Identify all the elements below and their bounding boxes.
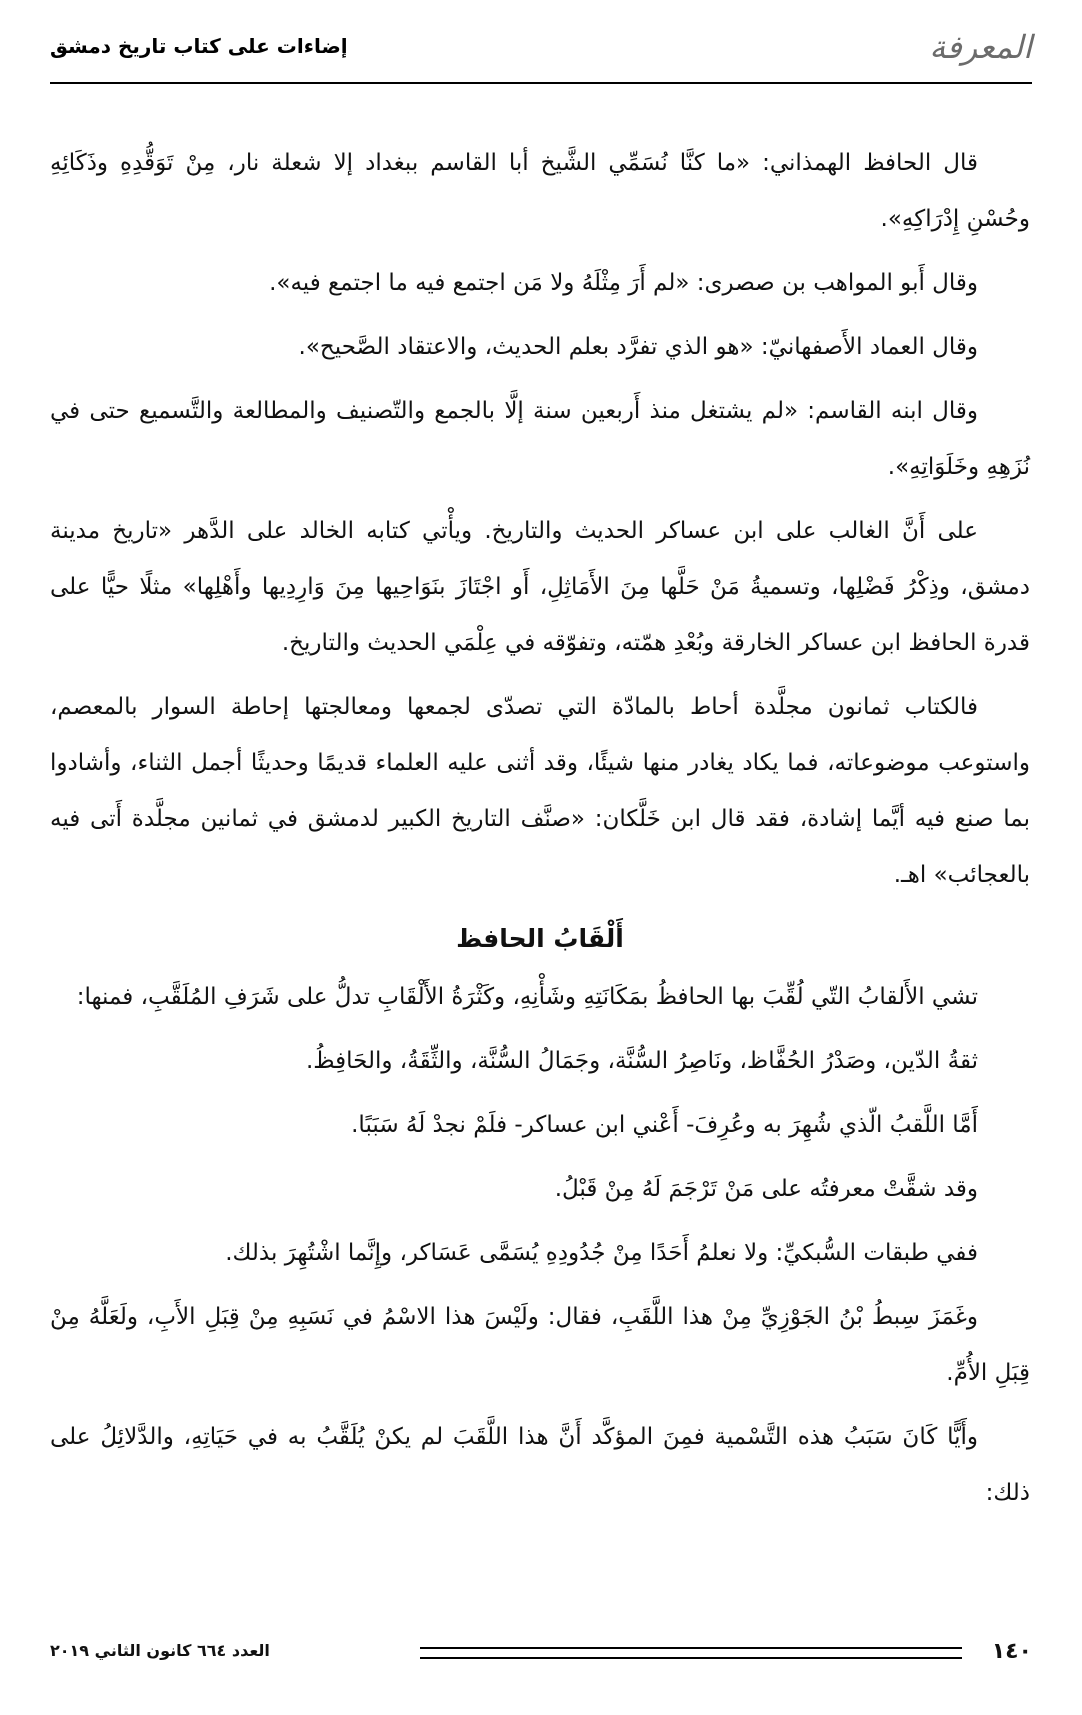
paragraph-ibn-asakir-title: أَمَّا اللَّقبُ الّذي شُهِرَ به وعُرِفَ- أَعْني ابن عساكر- فلَمْ نجدْ لَهُ سَبَبًا. [351, 1112, 978, 1138]
paragraph-imad-quote: وقال العماد الأَصفهانيّ: «هو الذي تفرَّد بعلم الحديث، والاعتقاد الصَّحيح». [298, 334, 978, 360]
paragraph-eighty-volumes: فالكتاب ثمانون مجلَّدة أحاط بالمادّة التي تصدّى لجمعها ومعالجتها إحاطة السوار بالمعصم، واستوعب موضوعاته، فما يكاد يغادر منها شيئًا، وقد أثنى عليه العلماء قديمًا وحديثًا أجمل الثناء، وأشادوا بما صنع فيه أيَّما إشادة، فقد قال ابن خَلَّكان: «صنَّف التاريخ الكبير لدمشق في ثمانين مجلَّدة أَتى فيه بالعجائب» اهـ. [50, 694, 1030, 888]
article-body [50, 135, 1030, 1529]
section-heading-titles: أَلْقَابُ الحافظ [456, 924, 624, 953]
paragraph-evidence: وأَيًّا كَانَ سَبَبُ هذه التَّسْمية فمِنَ المؤكَّد أَنَّ هذا اللَّقَبَ لم يكنْ يُلَقَّبُ به في حَيَاتِهِ، والدَّلائِلُ على ذلك: [50, 1424, 1030, 1506]
header-rule [50, 82, 1032, 84]
page-number: ١٤٠ [991, 1639, 1032, 1664]
paragraph-sibt-ibn-jawzi: وغَمَزَ سِبطُ بْنُ الجَوْزِيِّ مِنْ هذا اللَّقَبِ، فقال: ولَيْسَ هذا الاسْمُ في نَسَبِهِ مِنْ قِبَلِ الأَبِ، ولَعَلَّهُ مِنْ قِبَلِ الأُمِّ. [50, 1304, 1030, 1386]
footer-rule [420, 1647, 962, 1659]
magazine-logo: المعرفة [929, 28, 1032, 66]
paragraph-hamadhani-quote: قال الحافظ الهمذاني: «ما كنَّا نُسَمِّي الشَّيخ أبا القاسم ببغداد إلا شعلة نار، مِنْ تَوَقُّدِهِ وذَكَائِهِ وحُسْنِ إِدْرَاكِهِ». [50, 150, 1030, 232]
running-title: إضاءات على كتاب تاريخ دمشق [50, 34, 348, 58]
page-footer [50, 1639, 1032, 1675]
paragraph-hard-to-know: وقد شقَّتْ معرفتُه على مَنْ تَرْجَمَ لَهُ مِنْ قَبْلُ. [554, 1176, 978, 1202]
paragraph-subki: ففي طبقات السُّبكيِّ: ولا نعلمُ أَحَدًا مِنْ جُدُودِهِ يُسَمَّى عَسَاكر، وإِنَّما اشْتُهِرَ بذلك. [225, 1240, 978, 1266]
issue-info: العدد ٦٦٤ كانون الثاني ٢٠١٩ [50, 1641, 270, 1660]
page-header [50, 28, 1032, 88]
paragraph-history-of-damascus: على أَنَّ الغالب على ابن عساكر الحديث والتاريخ. ويأْتي كتابه الخالد على الدَّهر «تاريخ مدينة دمشق، وذِكْرُ فَضْلِها، وتسميةُ مَنْ حَلَّها مِنَ الأَمَاثِلِ، أَو اجْتَازَ بنَوَاحِيها مِنَ وَارِدِيها وأَهْلِها» مثلًا حيًّا على قدرة الحافظ ابن عساكر الخارقة وبُعْدِ همّته، وتفوّقه في عِلْمَي الحديث والتاريخ. [50, 518, 1030, 656]
paragraph-titles-list: ثقةُ الدّين، وصَدْرُ الحُفَّاظ، ونَاصِرُ السُّنَّة، وجَمَالُ السُّنَّة، والثِّقَةُ، والحَافِظُ. [306, 1048, 978, 1074]
paragraph-titles-intro: تشي الأَلقابُ التّي لُقِّبَ بها الحافظُ بمَكَانَتِهِ وشَأْنِهِ، وكَثْرَةُ الأَلْقَابِ تدلُّ على شَرَفِ المُلَقَّبِ، فمنها: [76, 984, 978, 1010]
paragraph-son-qasim-quote: وقال ابنه القاسم: «لم يشتغل منذ أَربعين سنة إلَّا بالجمع والتّصنيف والمطالعة والتَّسميع حتى في نُزَهِهِ وخَلَوَاتِهِ». [50, 398, 1030, 480]
paragraph-abu-al-mawahib-quote: وقال أَبو المواهب بن صصرى: «لم أَرَ مِثْلَهُ ولا مَن اجتمع فيه ما اجتمع فيه». [269, 270, 978, 296]
